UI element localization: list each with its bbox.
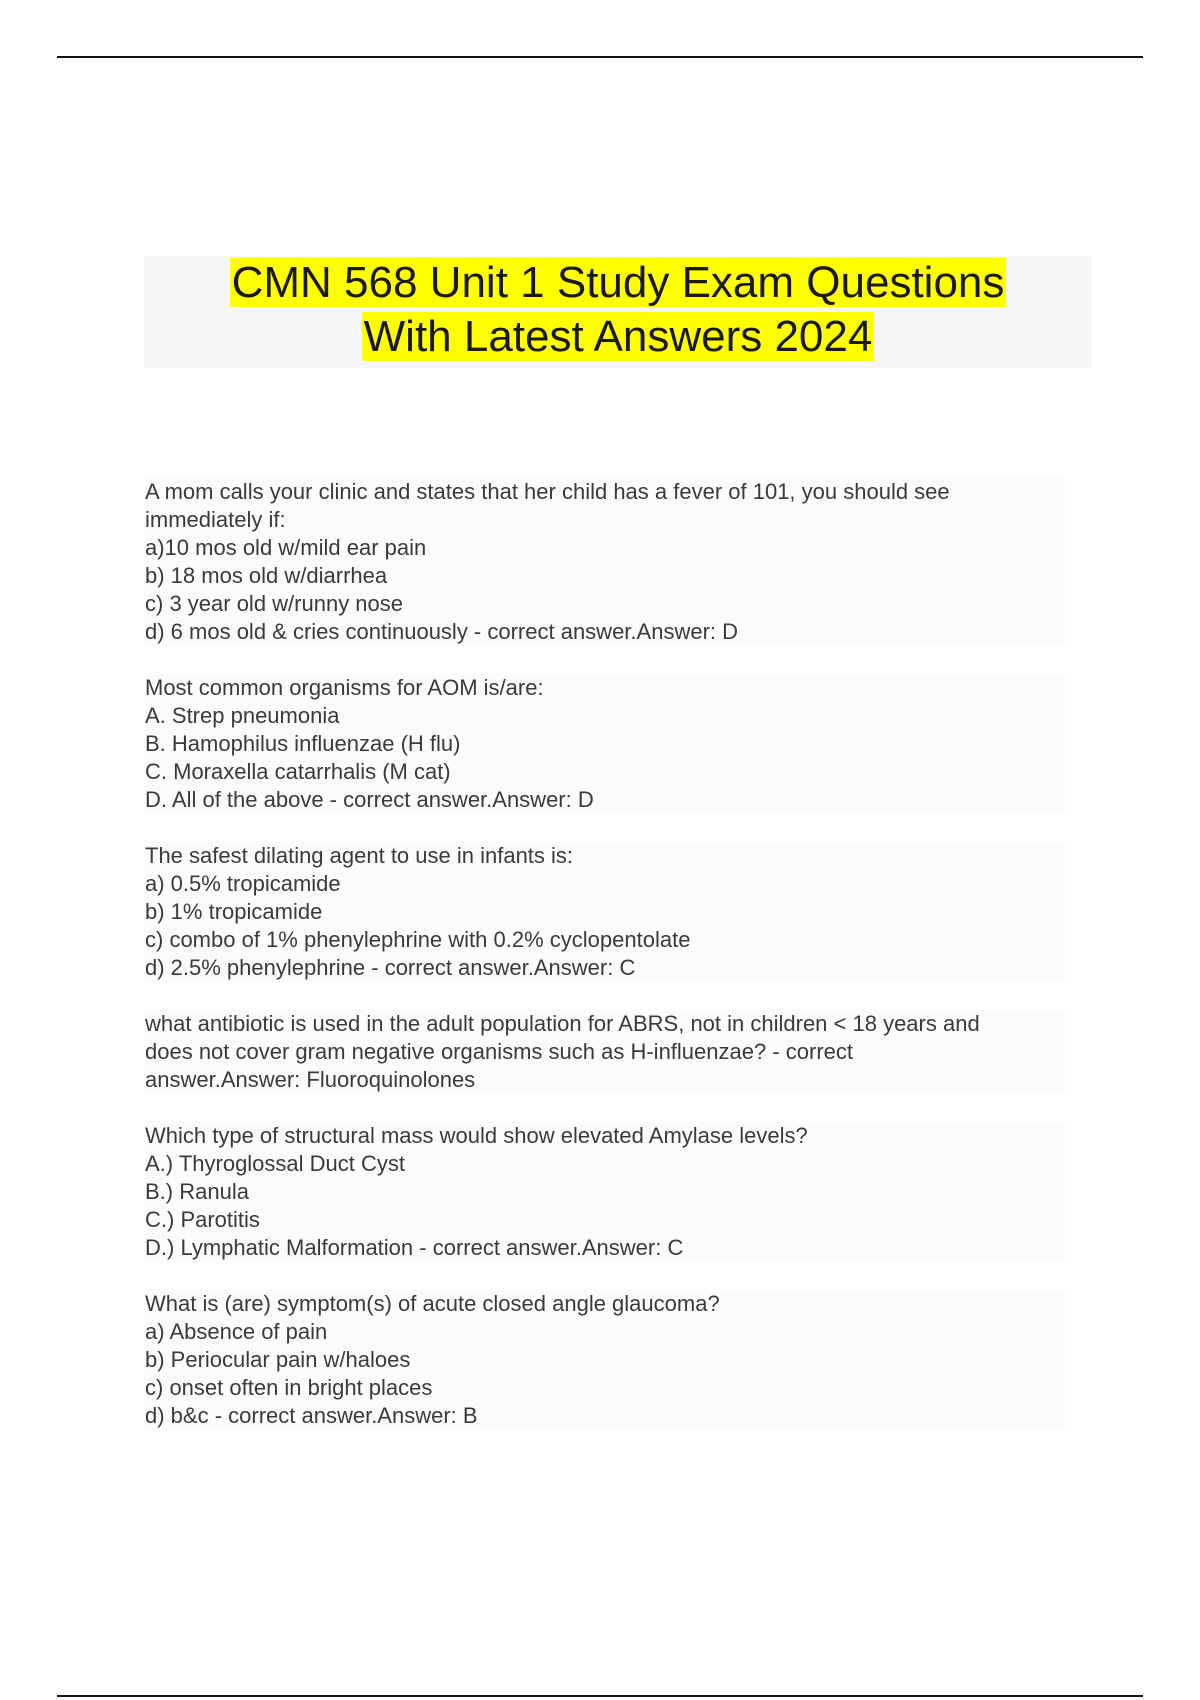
question-line: The safest dilating agent to use in infants is:: [145, 842, 1065, 870]
question-line: Most common organisms for AOM is/are:: [145, 674, 1065, 702]
option-line: A. Strep pneumonia: [145, 702, 1065, 730]
top-rule: [57, 56, 1143, 58]
question-block: [145, 842, 1065, 982]
question-line: does not cover gram negative organisms such as H-influenzae? - correct: [145, 1038, 1065, 1066]
title-highlight-1: CMN 568 Unit 1 Study Exam Questions: [231, 258, 1005, 307]
option-line: a) Absence of pain: [145, 1318, 1065, 1346]
question-line: what antibiotic is used in the adult population for ABRS, not in children < 18 years and: [145, 1010, 1065, 1038]
option-line: B.) Ranula: [145, 1178, 1065, 1206]
option-line: c) onset often in bright places: [145, 1374, 1065, 1402]
option-line: c) combo of 1% phenylephrine with 0.2% cyclopentolate: [145, 926, 1065, 954]
question-block: [145, 478, 1065, 646]
option-line: b) 18 mos old w/diarrhea: [145, 562, 1065, 590]
answer-line: d) b&c - correct answer.Answer: B: [145, 1402, 1065, 1430]
question-line: immediately if:: [145, 506, 1065, 534]
title-line-2: [144, 310, 1092, 364]
option-line: A.) Thyroglossal Duct Cyst: [145, 1150, 1065, 1178]
bottom-rule: [57, 1695, 1143, 1697]
option-line: b) Periocular pain w/haloes: [145, 1346, 1065, 1374]
question-line: What is (are) symptom(s) of acute closed angle glaucoma?: [145, 1290, 1065, 1318]
question-line: A mom calls your clinic and states that her child has a fever of 101, you should see: [145, 478, 1065, 506]
option-line: B. Hamophilus influenzae (H flu): [145, 730, 1065, 758]
document-title: [144, 256, 1092, 368]
option-line: a) 0.5% tropicamide: [145, 870, 1065, 898]
answer-line: d) 6 mos old & cries continuously - correct answer.Answer: D: [145, 618, 1065, 646]
title-line-1: [144, 256, 1092, 310]
question-block: [145, 674, 1065, 814]
option-line: b) 1% tropicamide: [145, 898, 1065, 926]
questions-list: [145, 478, 1065, 1458]
question-block: [145, 1010, 1065, 1094]
title-highlight-2: With Latest Answers 2024: [363, 312, 873, 361]
answer-line: D.) Lymphatic Malformation - correct answer.Answer: C: [145, 1234, 1065, 1262]
option-line: C. Moraxella catarrhalis (M cat): [145, 758, 1065, 786]
option-line: a)10 mos old w/mild ear pain: [145, 534, 1065, 562]
answer-line: D. All of the above - correct answer.Answer: D: [145, 786, 1065, 814]
answer-line: d) 2.5% phenylephrine - correct answer.Answer: C: [145, 954, 1065, 982]
question-block: [145, 1122, 1065, 1262]
answer-line: answer.Answer: Fluoroquinolones: [145, 1066, 1065, 1094]
option-line: c) 3 year old w/runny nose: [145, 590, 1065, 618]
question-line: Which type of structural mass would show elevated Amylase levels?: [145, 1122, 1065, 1150]
question-block: [145, 1290, 1065, 1430]
option-line: C.) Parotitis: [145, 1206, 1065, 1234]
